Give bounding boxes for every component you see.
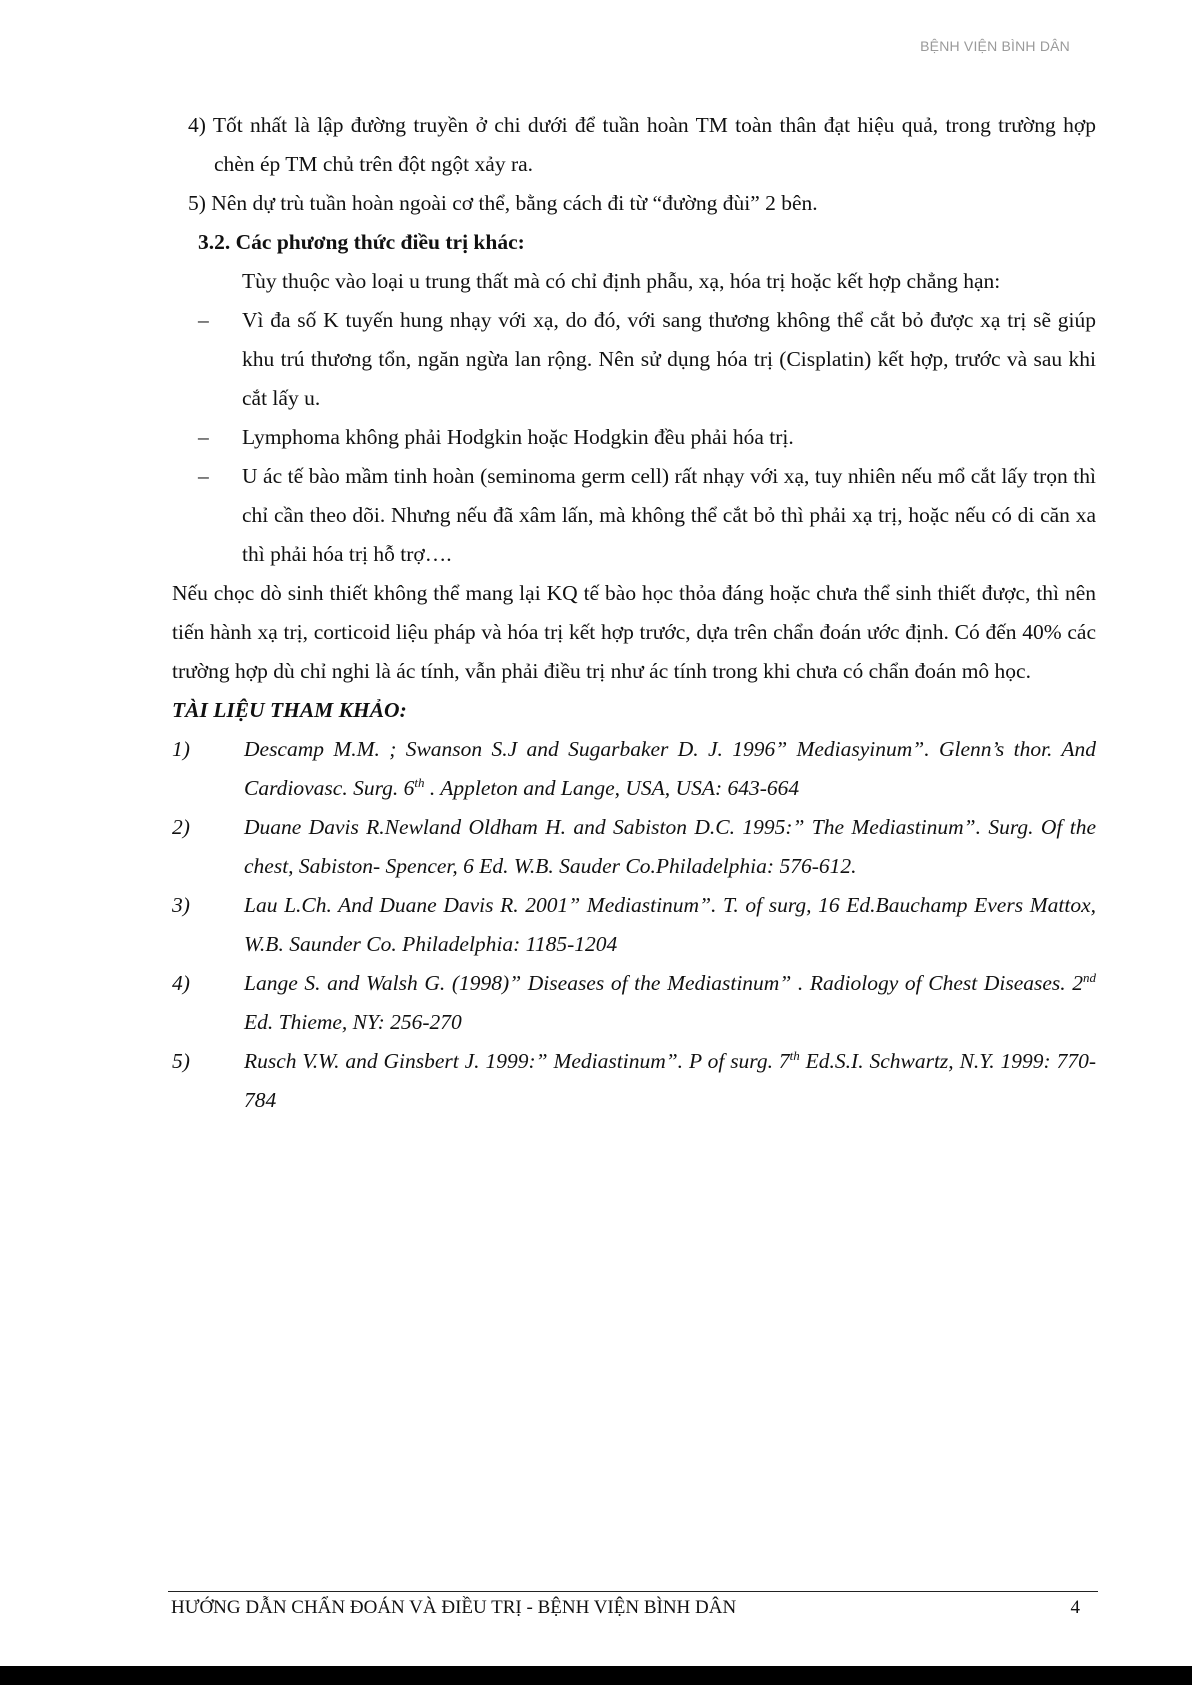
bullet-text: U ác tế bào mầm tinh hoàn (seminoma germ cell) rất nhạy với xạ, tuy nhiên nếu mổ cắt lấy trọn thì chỉ cần theo dõi. Nhưng nếu đã xâm lấn, mà không thể cắt bỏ thì phải xạ trị, hoặc nếu có di căn xa thì phải hóa trị hỗ trợ…. <box>242 464 1096 566</box>
reference-number: 2) <box>172 815 190 839</box>
item-number: 5) <box>188 191 206 215</box>
running-header: BỆNH VIỆN BÌNH DÂN <box>920 38 1070 54</box>
footer-title: HƯỚNG DẪN CHẨN ĐOÁN VÀ ĐIỀU TRỊ - BỆNH VIỆN BÌNH DÂN <box>171 1597 737 1618</box>
superscript: nd <box>1083 970 1096 985</box>
dash-marker: – <box>198 308 209 332</box>
reference-item <box>172 886 1096 964</box>
item-number: 4) <box>188 113 206 137</box>
bullet-text: Vì đa số K tuyến hung nhạy với xạ, do đó, với sang thương không thể cắt bỏ được xạ trị sẽ giúp khu trú thương tổn, ngăn ngừa lan rộng. Nên sử dụng hóa trị (Cisplatin) kết hợp, trước và sau khi cắt lấy u. <box>242 308 1096 410</box>
page-content <box>172 106 1096 1120</box>
reference-number: 3) <box>172 893 190 917</box>
reference-text-cont: Ed. Thieme, NY: 256-270 <box>244 1010 462 1034</box>
reference-number: 5) <box>172 1049 190 1073</box>
reference-text: Duane Davis R.Newland Oldham H. and Sabiston D.C. 1995:” The Mediastinum”. Surg. Of the chest, Sabiston- Spencer, 6 Ed. W.B. Sauder Co.Philadelphia: 576-612. <box>244 815 1096 878</box>
reference-number: 4) <box>172 971 190 995</box>
body-paragraph: Nếu chọc dò sinh thiết không thể mang lại KQ tế bào học thỏa đáng hoặc chưa thể sinh thiết được, thì nên tiến hành xạ trị, corticoid liệu pháp và hóa trị kết hợp trước, dựa trên chẩn đoán ước định. Có đến 40% các trường hợp dù chỉ nghi là ác tính, vẫn phải điều trị như ác tính trong khi chưa có chẩn đoán mô học. <box>172 581 1096 683</box>
reference-text: Rusch V.W. and Ginsbert J. 1999:” Mediastinum”. P of surg. 7 <box>244 1049 790 1073</box>
item-text: Tốt nhất là lập đường truyền ở chi dưới để tuần hoàn TM toàn thân đạt hiệu quả, trong trường hợp chèn ép TM chủ trên đột ngột xảy ra. <box>212 113 1096 176</box>
section-heading: 3.2. Các phương thức điều trị khác: <box>198 230 525 254</box>
footer-divider <box>168 1591 1098 1592</box>
reference-text: Descamp M.M. ; Swanson S.J and Sugarbaker D. J. 1996” Mediasyinum”. Glenn’s thor. And Cardiovasc. Surg. 6 <box>244 737 1096 800</box>
page-number: 4 <box>1070 1597 1080 1618</box>
numbered-item-5 <box>172 184 1096 223</box>
reference-number: 1) <box>172 737 190 761</box>
bullet-item <box>172 301 1096 418</box>
item-text: Nên dự trù tuần hoàn ngoài cơ thể, bằng cách đi từ “đường đùi” 2 bên. <box>211 191 818 215</box>
reference-text-cont: . Appleton and Lange, USA, USA: 643-664 <box>424 776 800 800</box>
reference-item <box>172 1042 1096 1120</box>
dash-marker: – <box>198 425 209 449</box>
superscript: th <box>414 775 425 790</box>
superscript: th <box>789 1048 800 1063</box>
reference-item <box>172 808 1096 886</box>
numbered-item-4 <box>172 106 1096 184</box>
bottom-edge-band <box>0 1666 1192 1685</box>
reference-item <box>172 964 1096 1042</box>
dash-marker: – <box>198 464 209 488</box>
bullet-item <box>172 418 1096 457</box>
section-intro: Tùy thuộc vào loại u trung thất mà có chỉ định phẫu, xạ, hóa trị hoặc kết hợp chẳng hạn: <box>242 269 1001 293</box>
bullet-text: Lymphoma không phải Hodgkin hoặc Hodgkin đều phải hóa trị. <box>242 425 794 449</box>
bullet-item <box>172 457 1096 574</box>
references-title: TÀI LIỆU THAM KHẢO: <box>172 698 407 722</box>
reference-text-cont: Ed.S.I. Schwartz, N.Y. 1999: 770-784 <box>244 1049 1096 1112</box>
reference-text: Lau L.Ch. And Duane Davis R. 2001” Mediastinum”. T. of surg, 16 Ed.Bauchamp Evers Mattox, W.B. Saunder Co. Philadelphia: 1185-1204 <box>244 893 1096 956</box>
reference-item <box>172 730 1096 808</box>
reference-text: Lange S. and Walsh G. (1998)” Diseases of the Mediastinum” . Radiology of Chest Diseases. 2 <box>244 971 1083 995</box>
